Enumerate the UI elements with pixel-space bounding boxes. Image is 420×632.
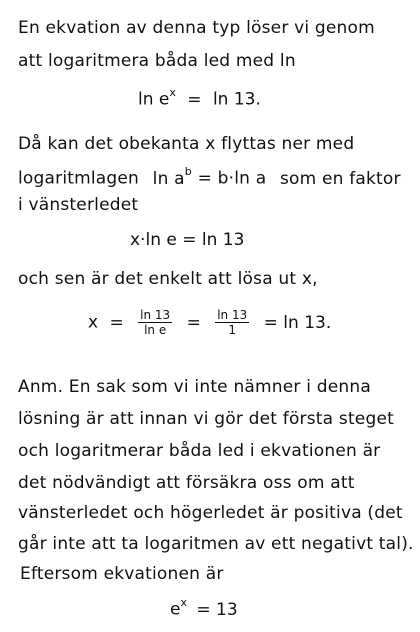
fraction-2-numerator: ln 13 <box>217 308 248 322</box>
eq4-rhs: = 13 <box>196 599 238 620</box>
paragraph1-line1: En ekvation av denna typ löser vi genom <box>18 18 375 38</box>
paragraph3-line1: och sen är det enkelt att lösa ut x, <box>18 269 318 289</box>
fraction-2-denominator: 1 <box>228 323 237 337</box>
paragraph2-line2-start: logaritmlagen <box>18 168 140 189</box>
eq3-equals-2: = <box>186 312 201 333</box>
fraction-1-denominator: ln e <box>144 323 167 337</box>
remark-line4: det nödvändigt att försäkra oss om att <box>18 473 355 493</box>
fraction-1-numerator: ln 13 <box>140 308 171 322</box>
eq4-exponent: x <box>180 596 187 609</box>
equation-4 <box>170 594 238 621</box>
equation-2: x·ln e = ln 13 <box>130 230 245 250</box>
log-rule-exponent: b <box>184 165 192 178</box>
eq4-base: e <box>170 599 181 620</box>
remark-line2: lösning är att innan vi gör det första steget <box>18 409 394 429</box>
remark-line7: Eftersom ekvationen är <box>20 564 224 584</box>
paragraph1-line2: att logaritmera båda led med ln <box>18 51 296 71</box>
paragraph2-line1: Då kan det obekanta x flyttas ner med <box>18 134 355 154</box>
eq1-lhs-exponent: x <box>169 86 176 99</box>
eq3-lhs: x <box>88 312 99 333</box>
remark-line3: och logaritmerar båda led i ekvationen är <box>18 441 381 461</box>
eq1-equals: = <box>187 89 202 110</box>
eq3-result: = ln 13. <box>263 312 332 333</box>
paragraph2-line2 <box>18 163 401 190</box>
remark-line1: Anm. En sak som vi inte nämner i denna <box>18 377 371 397</box>
paragraph2-line3: i vänsterledet <box>18 195 139 215</box>
eq1-lhs-base: ln e <box>138 89 170 110</box>
equation-1 <box>138 84 261 111</box>
eq3-equals-1: = <box>109 312 124 333</box>
equation-3 <box>88 308 331 337</box>
remark-line5: vänsterledet och högerledet är positiva (det <box>18 503 403 523</box>
fraction-1 <box>138 308 172 337</box>
log-rule-base: ln a <box>152 168 185 189</box>
remark-line6: går inte att ta logaritmen av ett negativt tal). <box>18 534 414 554</box>
eq1-rhs: ln 13. <box>212 89 261 110</box>
paragraph2-line2-end: som en faktor <box>279 168 401 189</box>
fraction-2 <box>215 308 249 337</box>
log-rule-rest: = b·ln a <box>197 168 267 189</box>
